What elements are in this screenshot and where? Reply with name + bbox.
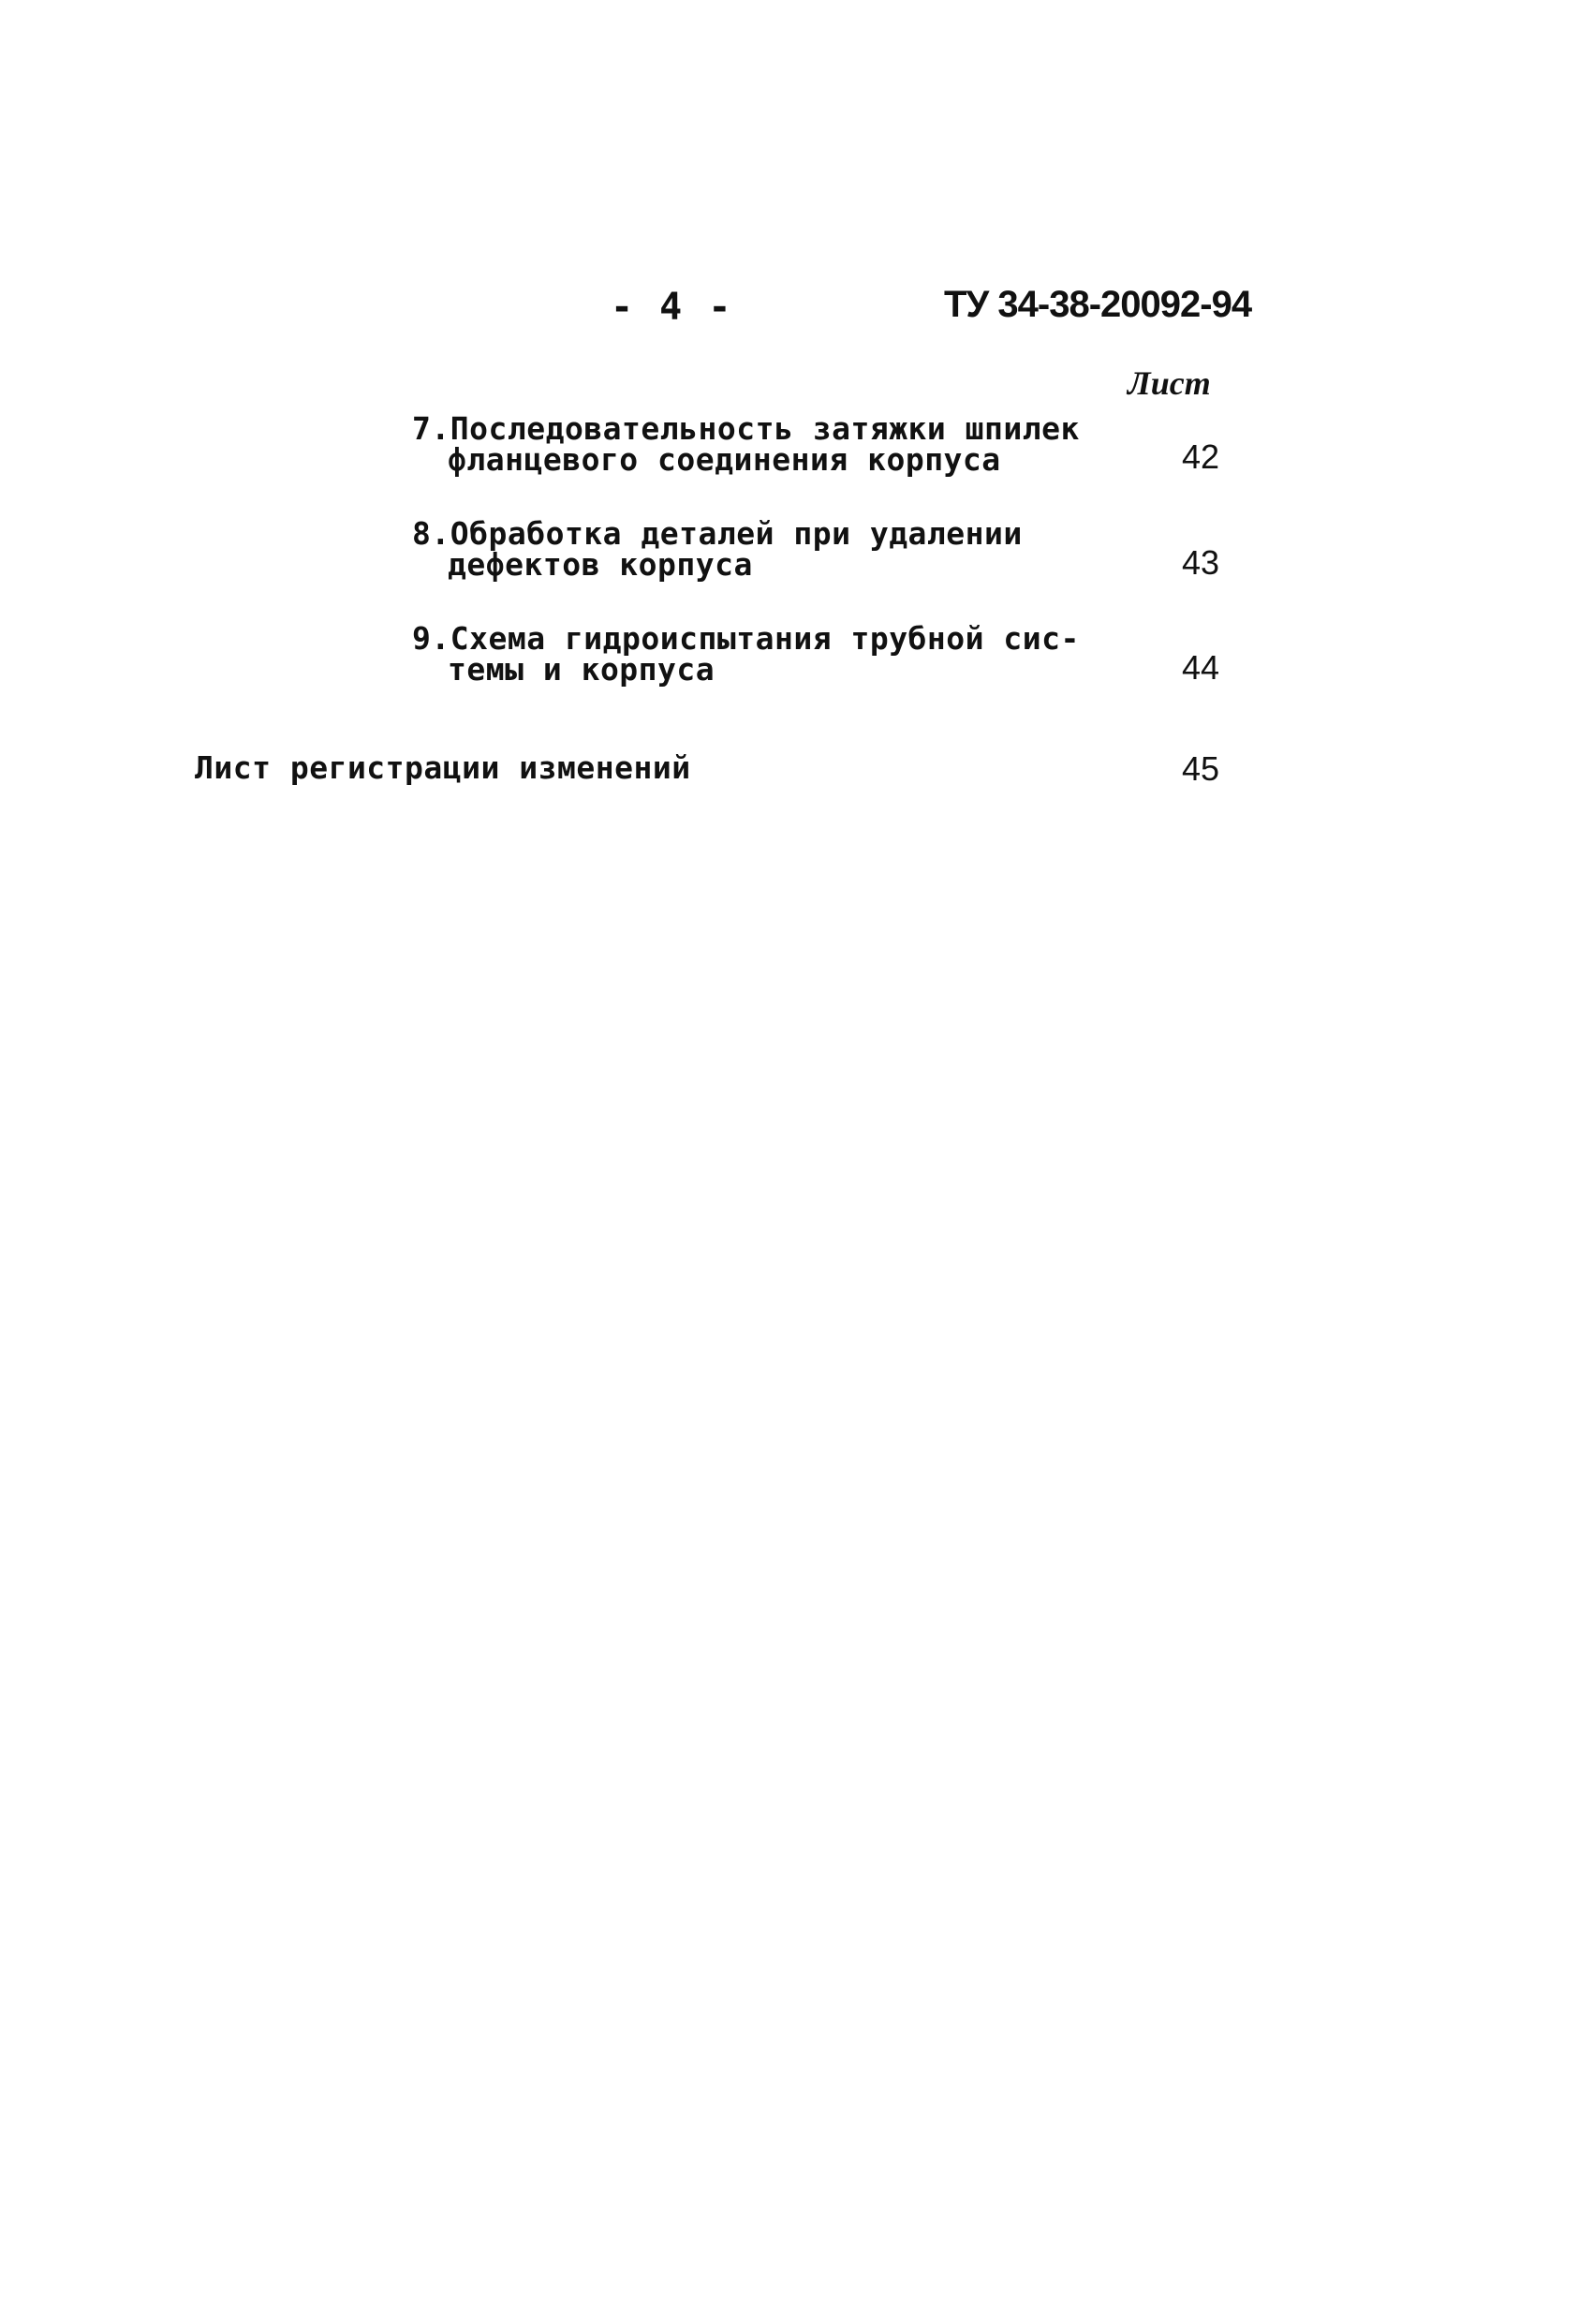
- toc-entry-page: 43: [1181, 543, 1219, 582]
- toc-entry-page: 42: [1181, 437, 1219, 476]
- document-code: ТУ 34-38-20092-94: [944, 284, 1252, 325]
- toc-entry-title-line1: 8.Обработка деталей при удалении: [412, 515, 1023, 552]
- change-registration-sheet-page: 45: [1181, 749, 1219, 788]
- sheet-column-label: Лист: [1128, 364, 1211, 402]
- toc-entry-title-line2: темы и корпуса: [448, 651, 715, 688]
- toc-entry-title-line2: дефектов корпуса: [448, 546, 753, 583]
- change-registration-sheet-label: Лист регистрации изменений: [195, 749, 691, 786]
- toc-entry-title-line1: 7.Последовательность затяжки шпилек: [412, 410, 1080, 447]
- page-number: - 4 -: [611, 286, 733, 329]
- toc-entry-page: 44: [1181, 648, 1219, 687]
- toc-entry-title-line1: 9.Схема гидроиспытания трубной сис-: [412, 620, 1080, 657]
- toc-entry-title-line2: фланцевого соединения корпуса: [448, 441, 1001, 478]
